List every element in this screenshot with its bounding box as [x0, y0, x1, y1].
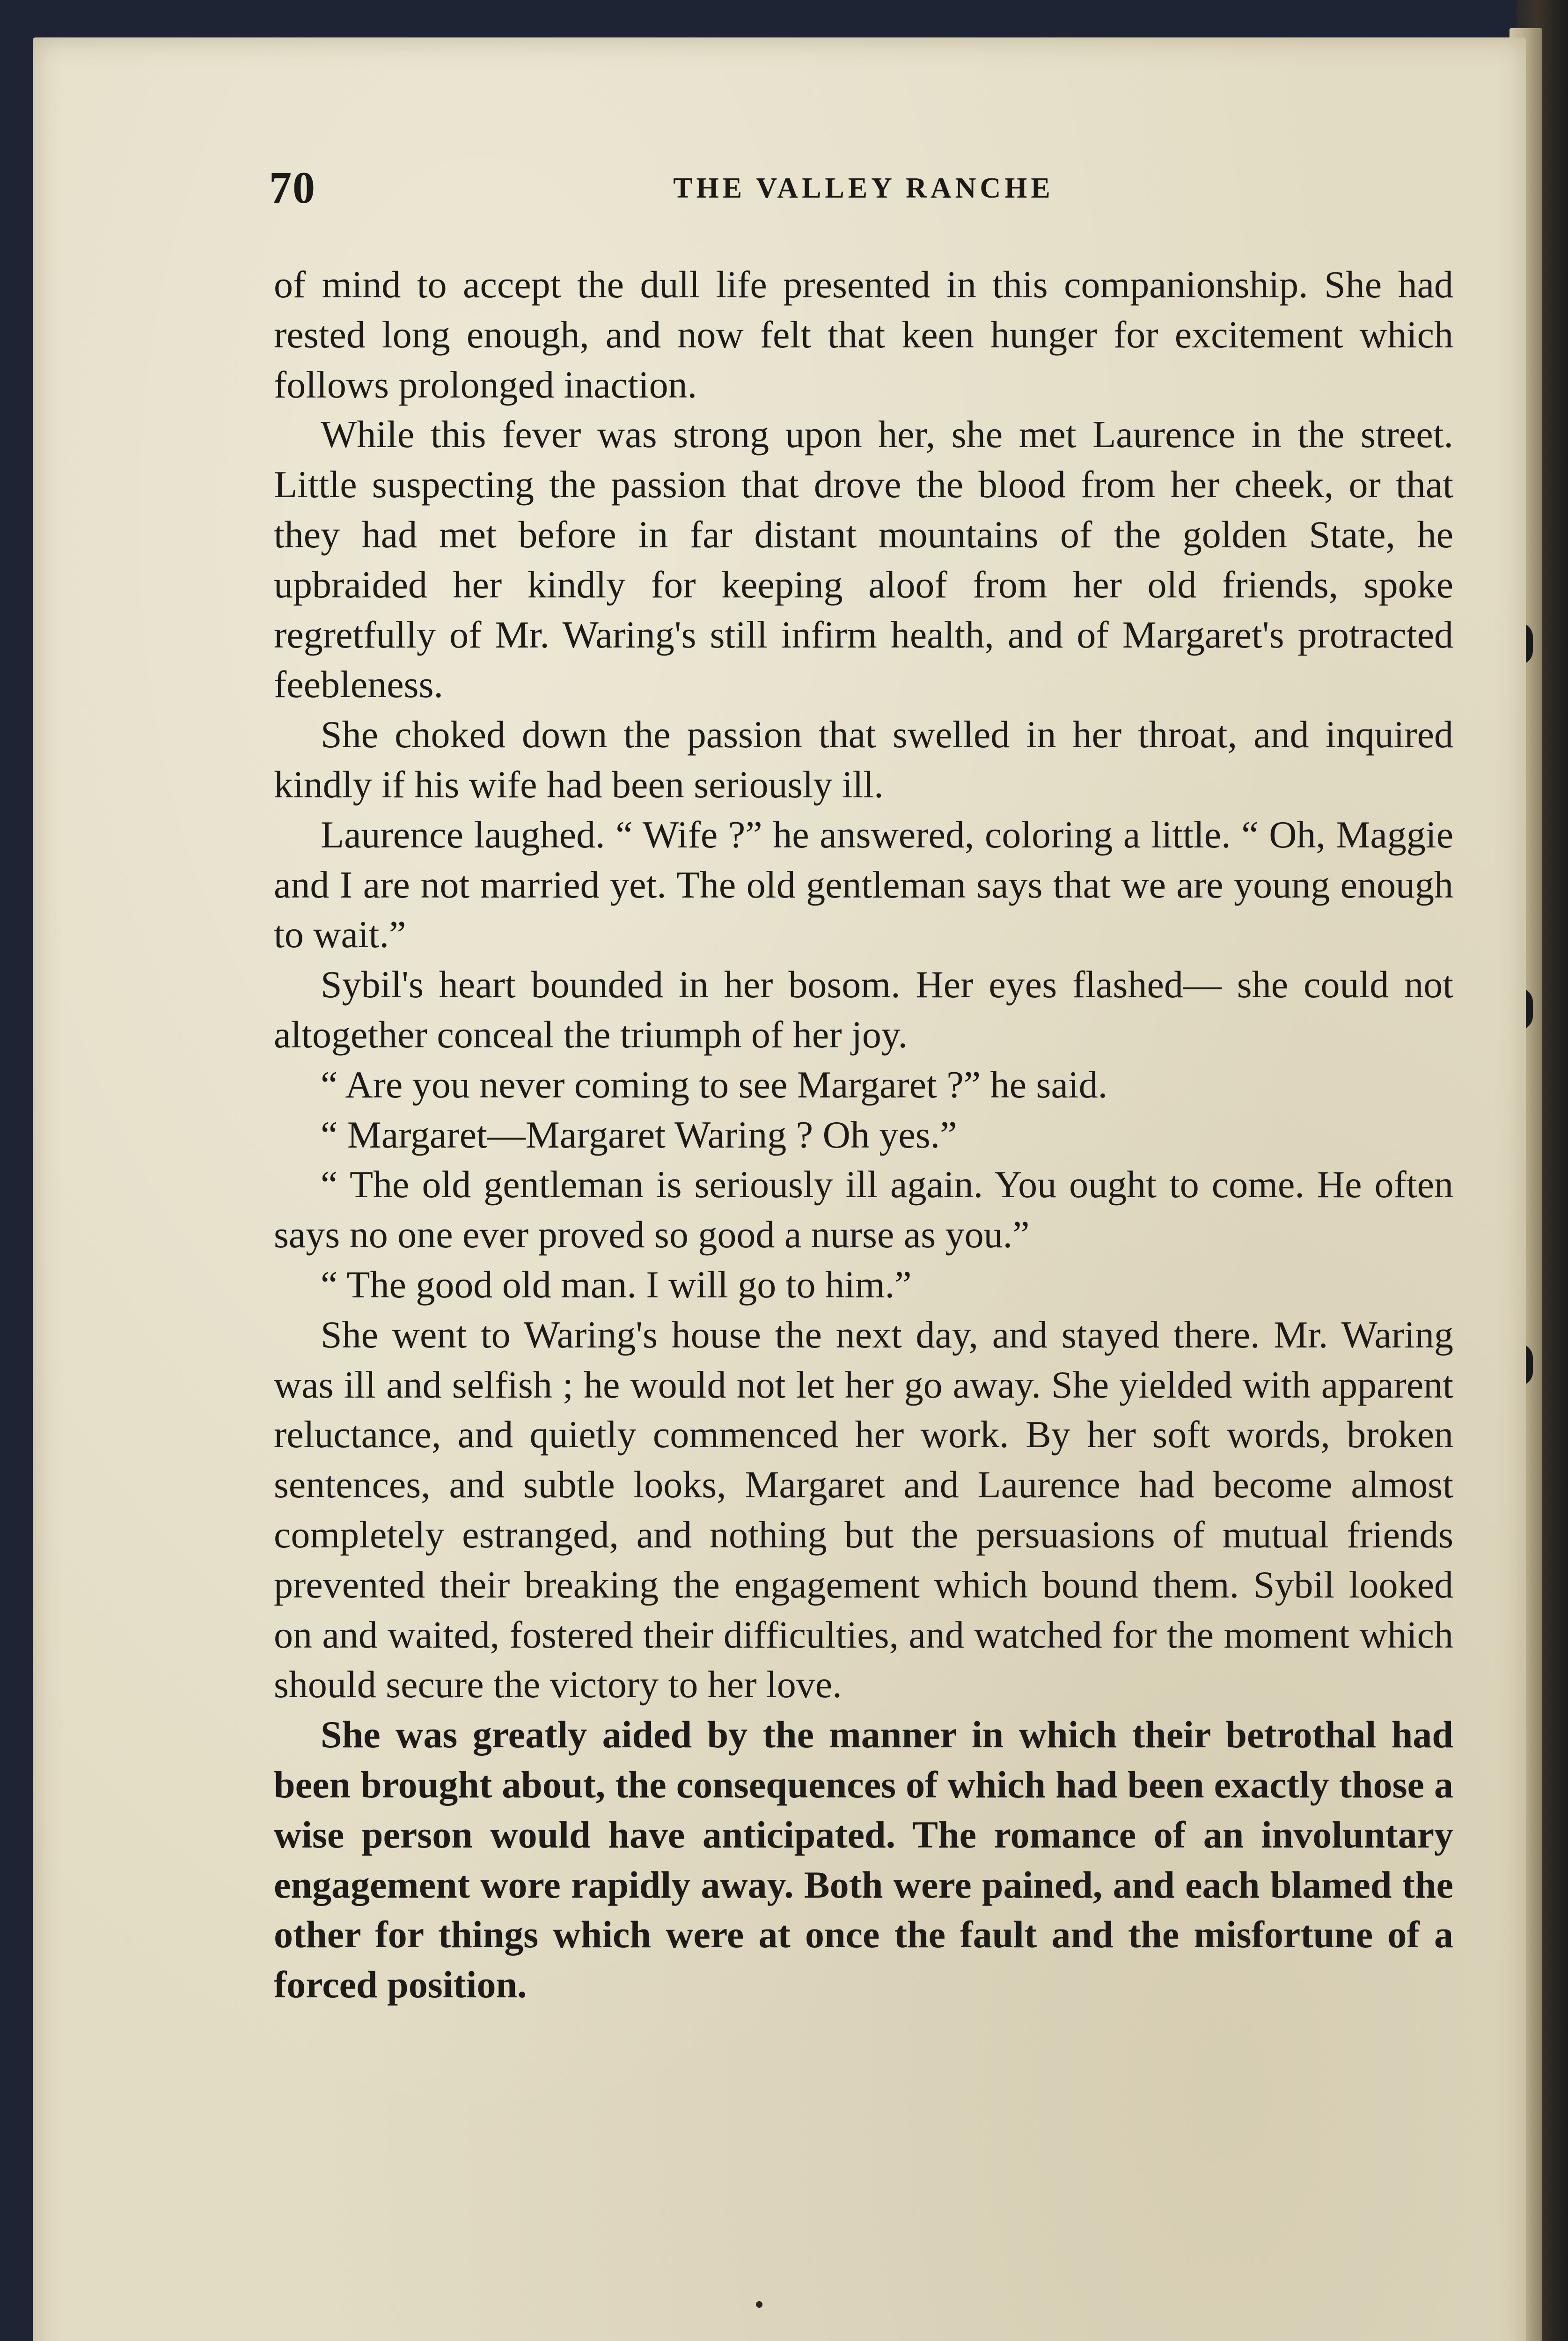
paragraph: “ Are you never coming to see Margaret ?” he said. — [321, 1063, 1108, 1106]
paragraph: “ The good old man. I will go to him.” — [321, 1263, 912, 1306]
ink-dot — [756, 2301, 762, 2308]
running-head: THE VALLEY RANCHE — [673, 172, 1054, 204]
paragraph: “ Margaret—Margaret Waring ? Oh yes.” — [321, 1113, 957, 1156]
page-body — [274, 260, 1453, 2010]
paragraph: She choked down the passion that swelled in her throat, and inquired kindly if his wife had been seriously ill. — [274, 713, 1453, 806]
paragraph: She went to Waring's house the next day, and stayed there. Mr. Waring was ill and selfish ; he would not let her go away. She yielded with apparent reluctance, and quietly commenced her work. By her soft words, broken sentences, and subtle looks, Margaret and Laurence had become almost completely estranged, and nothing but the persuasions of mutual friends prevented their breaking the engagement which bound them. Sybil looked on and waited, fostered their difficulties, and watched for the moment which should secure the victory to her love. — [274, 1313, 1453, 1706]
paragraph: “ The old gentleman is seriously ill again. You ought to come. He often says no one ever proved so good a nurse as you.” — [274, 1163, 1453, 1256]
page-number: 70 — [269, 162, 316, 213]
paragraph: of mind to accept the dull life presented in this companionship. She had rested long enough, and now felt that keen hunger for excitement which follows prolonged inaction. — [274, 263, 1453, 406]
paragraph: Sybil's heart bounded in her bosom. Her eyes flashed— she could not altogether conceal the triumph of her joy. — [274, 963, 1453, 1056]
page-header — [269, 162, 1458, 213]
paragraph: Laurence laughed. “ Wife ?” he answered, coloring a little. “ Oh, Maggie and I are not married yet. The old gentleman says that we are young enough to wait.” — [274, 813, 1453, 956]
paragraph: While this fever was strong upon her, she met Laurence in the street. Little suspecting the passion that drove the blood from her cheek, or that they had met before in far distant mountains of the golden State, he upbraided her kindly for keeping aloof from her old friends, spoke regretfully of Mr. Waring's still infirm health, and of Margaret's protracted feebleness. — [274, 413, 1453, 706]
paragraph: She was greatly aided by the manner in which their betrothal had been brought about, the consequences of which had been exactly those a wise person would have anticipated. The romance of an involuntary engagement wore rapidly away. Both were pained, and each blamed the other for things which were at once the fault and the misfortune of a forced position. — [274, 1713, 1453, 2006]
